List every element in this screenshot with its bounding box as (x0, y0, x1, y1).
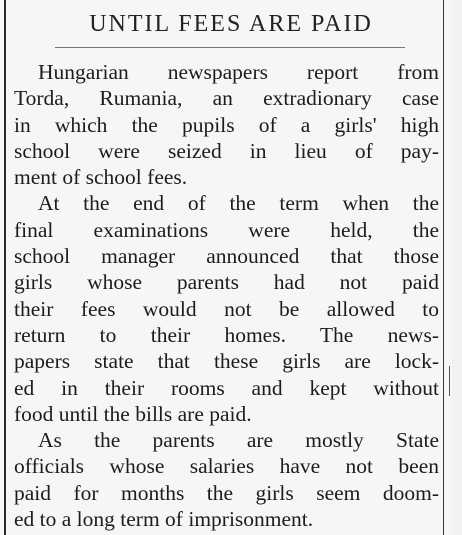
paragraph-3 (14, 427, 439, 532)
paragraph-1 (14, 59, 439, 190)
left-column-rule (4, 0, 6, 535)
text-line: ed to a long term of imprisonment. (14, 507, 314, 532)
text-line: their fees would not be allowed to (14, 296, 439, 321)
text-line: school manager announced that those (14, 244, 439, 269)
text-line: As the parents are mostly State (38, 428, 439, 453)
paragraph-2 (14, 190, 439, 427)
text-line: school were seized in lieu of pay- (14, 138, 439, 163)
text-line: Torda, Rumania, an extradionary case (14, 86, 439, 111)
right-column-rule (443, 0, 444, 535)
text-line: ment of school fees. (14, 165, 188, 190)
text-line: in which the pupils of a girls' high (14, 112, 439, 137)
right-margin-mark (449, 366, 450, 396)
text-line: ed in their rooms and kept without (14, 375, 439, 400)
text-line: girls whose parents had not paid (14, 270, 439, 295)
text-line: officials whose salaries have not been (14, 454, 439, 479)
text-line: paid for months the girls seem doom- (14, 480, 439, 505)
headline: UNTIL FEES ARE PAID (89, 11, 373, 37)
text-line: At the end of the term when the (38, 191, 439, 216)
headline-divider (55, 47, 405, 48)
text-line: return to their homes. The news- (14, 322, 439, 347)
article-body (14, 59, 439, 532)
text-line: final examinations were held, the (14, 217, 439, 242)
text-line: papers state that these girls are lock- (14, 349, 439, 374)
text-line: Hungarian newspapers report from (38, 60, 439, 84)
text-line: food until the bills are paid. (14, 401, 252, 426)
